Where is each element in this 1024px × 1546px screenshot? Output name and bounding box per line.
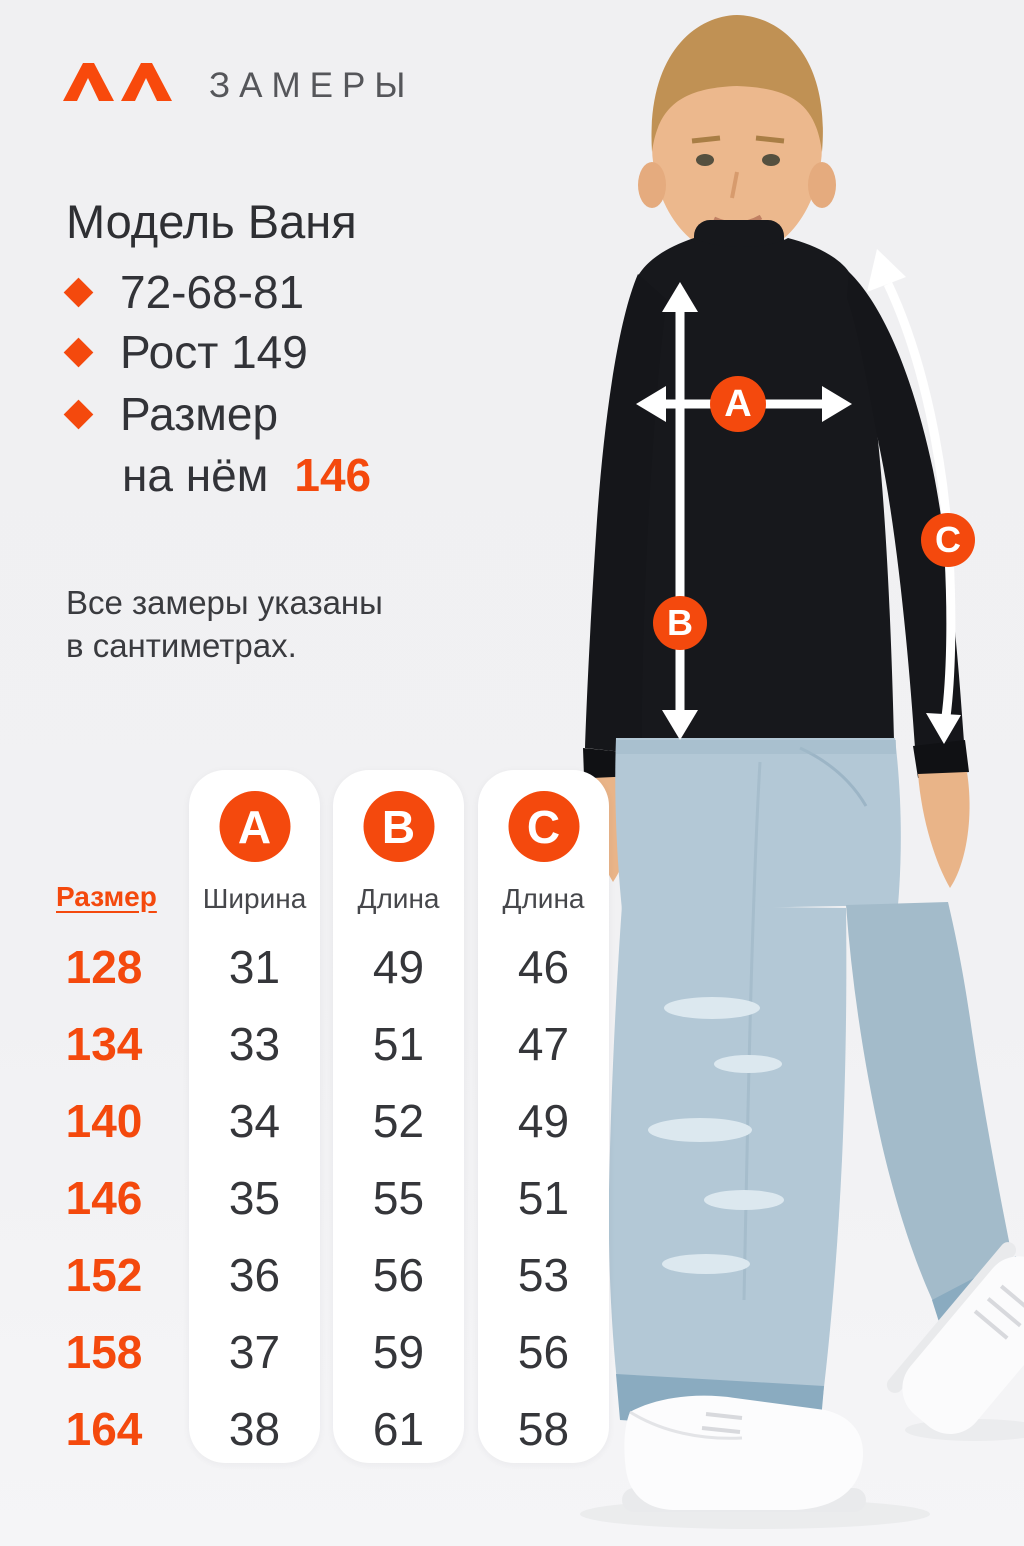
table-cell: 56 (372, 1249, 425, 1301)
model-param-label: Рост 149 (120, 326, 308, 378)
column-b-length (333, 770, 464, 1463)
model-turtleneck (583, 220, 969, 782)
measure-a-marker: A (710, 376, 766, 432)
table-cell: 36 (228, 1249, 281, 1301)
table-cell: 49 (372, 941, 425, 993)
column-b-label: Длина (357, 883, 440, 914)
table-cell: 35 (228, 1172, 281, 1224)
model-param-label: 72-68-81 (120, 266, 305, 318)
table-cell: 33 (228, 1018, 281, 1070)
brand-logo-icon (63, 63, 173, 103)
column-a-width (189, 770, 320, 1463)
table-cell: 37 (228, 1326, 281, 1378)
table-cell: 51 (517, 1172, 570, 1224)
size-row-label: 140 (65, 1095, 143, 1147)
model-param-size (68, 386, 278, 442)
table-size-header: Размер (56, 881, 157, 912)
diamond-bullet-icon (64, 337, 94, 367)
table-cell: 55 (372, 1172, 425, 1224)
model-param-label: на нём (122, 449, 269, 501)
model-param-label: Размер (120, 388, 279, 440)
measure-a-badge: A (219, 791, 290, 862)
model-param-size-line2 (122, 447, 371, 503)
page-title: ЗАМЕРЫ (209, 66, 415, 105)
table-cell: 38 (228, 1403, 281, 1455)
units-note (66, 581, 383, 667)
column-a-label: Ширина (202, 883, 307, 914)
table-cell: 46 (517, 941, 570, 993)
measure-b-badge: B (363, 791, 434, 862)
measure-b-marker: B (653, 596, 707, 650)
table-cell: 61 (372, 1403, 425, 1455)
column-c-label: Длина (502, 883, 585, 914)
size-row-label: 146 (65, 1172, 143, 1224)
size-row-label: 134 (65, 1018, 143, 1070)
table-cell: 51 (372, 1018, 425, 1070)
model-heading: Модель Ваня (66, 195, 357, 248)
diamond-bullet-icon (64, 277, 94, 307)
column-c-length (478, 770, 609, 1463)
table-cell: 59 (372, 1326, 425, 1378)
units-note-line2: в сантиметрах. (66, 627, 297, 664)
table-cell: 31 (228, 941, 281, 993)
table-cell: 52 (372, 1095, 425, 1147)
measure-c-badge: C (508, 791, 579, 862)
size-row-label: 128 (65, 941, 143, 993)
table-cell: 56 (517, 1326, 570, 1378)
model-param-height (68, 324, 308, 380)
model-size-value: 146 (294, 449, 372, 501)
units-note-line1: Все замеры указаны (66, 584, 383, 621)
model-param-measurements (68, 264, 304, 320)
size-row-label: 158 (65, 1326, 143, 1378)
table-cell: 49 (517, 1095, 570, 1147)
table-cell: 47 (517, 1018, 570, 1070)
table-cell: 58 (517, 1403, 570, 1455)
diamond-bullet-icon (64, 399, 94, 429)
size-row-label: 164 (65, 1403, 143, 1455)
table-cell: 53 (517, 1249, 570, 1301)
measure-c-marker: C (921, 513, 975, 567)
size-row-label: 152 (65, 1249, 143, 1301)
table-cell: 34 (228, 1095, 281, 1147)
